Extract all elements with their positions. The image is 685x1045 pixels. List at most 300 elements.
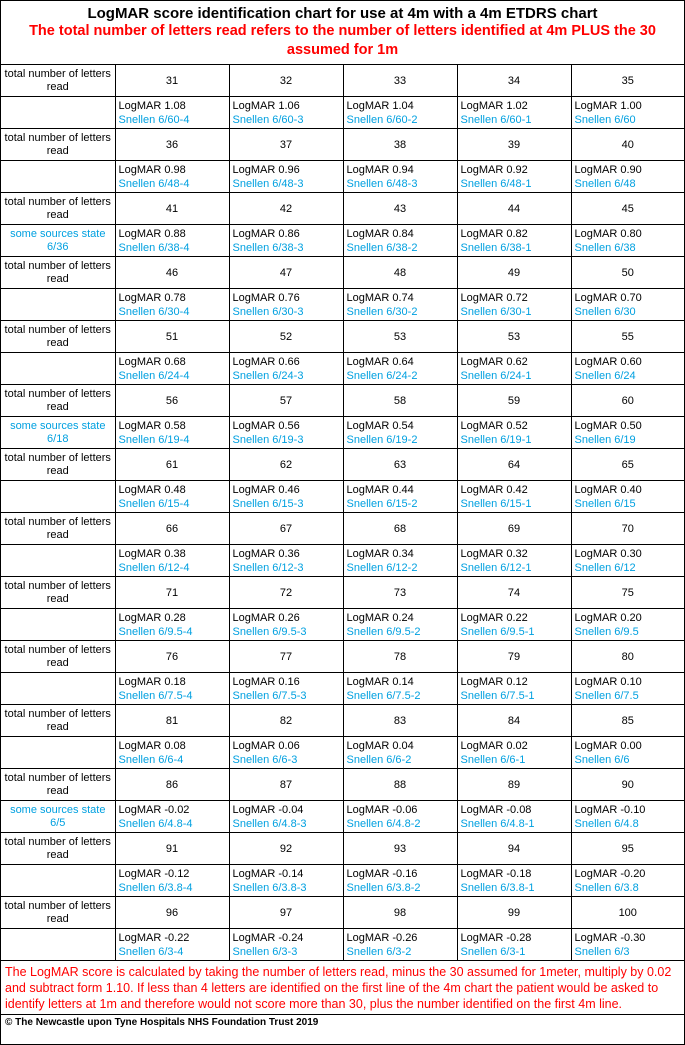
letters-count-cell: 74 <box>457 577 571 609</box>
letters-count-cell: 65 <box>571 449 684 481</box>
letters-count-cell: 42 <box>229 193 343 225</box>
score-cell <box>343 97 457 129</box>
score-row <box>1 673 684 705</box>
logmar-value: LogMAR 0.74 <box>346 291 414 304</box>
logmar-value: LogMAR 0.44 <box>346 483 414 496</box>
score-cell <box>343 481 457 513</box>
logmar-value: LogMAR 0.22 <box>460 611 528 624</box>
snellen-value: Snellen 6/3.8-3 <box>232 881 307 894</box>
snellen-value: Snellen 6/24-3 <box>232 369 304 382</box>
score-cell <box>229 353 343 385</box>
score-cell <box>115 481 229 513</box>
letters-count-cell: 82 <box>229 705 343 737</box>
snellen-value: Snellen 6/19-1 <box>460 433 532 446</box>
snellen-value: Snellen 6/48-3 <box>232 177 304 190</box>
score-cell <box>457 865 571 897</box>
letters-count-cell: 71 <box>115 577 229 609</box>
score-cell <box>457 801 571 833</box>
snellen-value: Snellen 6/24-4 <box>118 369 190 382</box>
score-cell <box>457 929 571 961</box>
letters-count-cell: 78 <box>343 641 457 673</box>
letters-row <box>1 257 684 289</box>
score-cell <box>571 225 684 257</box>
score-cell <box>229 289 343 321</box>
letters-row <box>1 193 684 225</box>
logmar-value: LogMAR 0.70 <box>574 291 642 304</box>
score-cell <box>457 289 571 321</box>
source-note <box>1 353 115 385</box>
logmar-value: LogMAR -0.24 <box>232 931 304 944</box>
logmar-value: LogMAR 1.02 <box>460 99 528 112</box>
page-title: LogMAR score identification chart for use at 4m with a 4m ETDRS chart <box>87 5 598 22</box>
page-subtitle: The total number of letters read refers to the number of letters identified at 4m PLUS the 30 assumed for 1m <box>29 23 656 58</box>
snellen-value: Snellen 6/38-1 <box>460 241 532 254</box>
snellen-value: Snellen 6/7.5 <box>574 689 639 702</box>
row-label: total number of letters read <box>1 769 115 801</box>
row-label: total number of letters read <box>1 833 115 865</box>
logmar-value: LogMAR 0.08 <box>118 739 186 752</box>
snellen-value: Snellen 6/3.8-1 <box>460 881 535 894</box>
score-row <box>1 801 684 833</box>
snellen-value: Snellen 6/12-3 <box>232 561 304 574</box>
score-cell <box>229 161 343 193</box>
score-cell <box>343 673 457 705</box>
logmar-value: LogMAR 0.58 <box>118 419 186 432</box>
logmar-value: LogMAR 0.10 <box>574 675 642 688</box>
letters-row <box>1 321 684 353</box>
letters-count-cell: 49 <box>457 257 571 289</box>
score-cell <box>343 417 457 449</box>
score-row <box>1 481 684 513</box>
score-cell <box>343 545 457 577</box>
logmar-value: LogMAR 0.66 <box>232 355 300 368</box>
score-cell <box>457 353 571 385</box>
letters-count-cell: 98 <box>343 897 457 929</box>
source-note: some sources state 6/5 <box>1 801 115 833</box>
score-row <box>1 353 684 385</box>
letters-count-cell: 52 <box>229 321 343 353</box>
snellen-value: Snellen 6/3-3 <box>232 945 298 958</box>
letters-count-cell: 62 <box>229 449 343 481</box>
letters-count-cell: 70 <box>571 513 684 545</box>
letters-count-cell: 36 <box>115 129 229 161</box>
logmar-value: LogMAR 0.50 <box>574 419 642 432</box>
letters-count-cell: 39 <box>457 129 571 161</box>
logmar-value: LogMAR 1.08 <box>118 99 186 112</box>
logmar-value: LogMAR 0.34 <box>346 547 414 560</box>
letters-row <box>1 769 684 801</box>
header <box>1 1 684 65</box>
letters-count-cell: 45 <box>571 193 684 225</box>
letters-count-cell: 100 <box>571 897 684 929</box>
snellen-value: Snellen 6/19-2 <box>346 433 418 446</box>
logmar-value: LogMAR 0.48 <box>118 483 186 496</box>
letters-count-cell: 96 <box>115 897 229 929</box>
score-cell <box>229 609 343 641</box>
source-note <box>1 161 115 193</box>
score-row <box>1 225 684 257</box>
score-cell <box>115 97 229 129</box>
letters-row <box>1 705 684 737</box>
snellen-value: Snellen 6/7.5-3 <box>232 689 307 702</box>
letters-count-cell: 69 <box>457 513 571 545</box>
snellen-value: Snellen 6/60-1 <box>460 113 532 126</box>
logmar-value: LogMAR -0.26 <box>346 931 418 944</box>
score-cell <box>571 609 684 641</box>
score-cell <box>571 481 684 513</box>
snellen-value: Snellen 6/30-4 <box>118 305 190 318</box>
score-cell <box>343 161 457 193</box>
letters-count-cell: 41 <box>115 193 229 225</box>
snellen-value: Snellen 6/9.5 <box>574 625 639 638</box>
score-row <box>1 417 684 449</box>
snellen-value: Snellen 6/4.8 <box>574 817 639 830</box>
letters-count-cell: 91 <box>115 833 229 865</box>
score-row <box>1 929 684 961</box>
logmar-value: LogMAR 0.26 <box>232 611 300 624</box>
snellen-value: Snellen 6/24-1 <box>460 369 532 382</box>
letters-count-cell: 34 <box>457 65 571 97</box>
letters-row <box>1 641 684 673</box>
logmar-value: LogMAR -0.28 <box>460 931 532 944</box>
score-cell <box>571 545 684 577</box>
score-row <box>1 161 684 193</box>
row-label: total number of letters read <box>1 577 115 609</box>
source-note <box>1 289 115 321</box>
letters-count-cell: 43 <box>343 193 457 225</box>
score-cell <box>457 161 571 193</box>
score-cell <box>115 673 229 705</box>
letters-count-cell: 75 <box>571 577 684 609</box>
letters-row <box>1 897 684 929</box>
logmar-value: LogMAR -0.18 <box>460 867 532 880</box>
logmar-value: LogMAR -0.12 <box>118 867 190 880</box>
snellen-value: Snellen 6/30 <box>574 305 636 318</box>
snellen-value: Snellen 6/4.8-2 <box>346 817 421 830</box>
row-label: total number of letters read <box>1 705 115 737</box>
score-cell <box>229 545 343 577</box>
letters-count-cell: 63 <box>343 449 457 481</box>
letters-count-cell: 87 <box>229 769 343 801</box>
letters-row <box>1 385 684 417</box>
logmar-value: LogMAR -0.10 <box>574 803 646 816</box>
letters-count-cell: 61 <box>115 449 229 481</box>
logmar-value: LogMAR -0.04 <box>232 803 304 816</box>
snellen-value: Snellen 6/6 <box>574 753 630 766</box>
snellen-value: Snellen 6/3-4 <box>118 945 184 958</box>
snellen-value: Snellen 6/60-2 <box>346 113 418 126</box>
logmar-value: LogMAR 0.72 <box>460 291 528 304</box>
snellen-value: Snellen 6/9.5-2 <box>346 625 421 638</box>
snellen-value: Snellen 6/12-1 <box>460 561 532 574</box>
letters-count-cell: 68 <box>343 513 457 545</box>
logmar-value: LogMAR 0.32 <box>460 547 528 560</box>
logmar-value: LogMAR 0.16 <box>232 675 300 688</box>
snellen-value: Snellen 6/48-1 <box>460 177 532 190</box>
score-cell <box>229 673 343 705</box>
logmar-value: LogMAR 0.56 <box>232 419 300 432</box>
letters-count-cell: 64 <box>457 449 571 481</box>
snellen-value: Snellen 6/19-3 <box>232 433 304 446</box>
score-cell <box>571 97 684 129</box>
snellen-value: Snellen 6/4.8-1 <box>460 817 535 830</box>
logmar-value: LogMAR 0.96 <box>232 163 300 176</box>
footer-note: The LogMAR score is calculated by taking the number of letters read, minus the 30 assumed for 1meter, multiply by 0.02 and subtract form 1.10. If less than 4 letters are identified on the first line of the 4m chart the patient would be asked to identify letters at 1m and therefore would not score more than 30, plus the number identified on the first 4m line. <box>1 961 684 1015</box>
row-label: total number of letters read <box>1 65 115 97</box>
letters-count-cell: 94 <box>457 833 571 865</box>
score-cell <box>457 673 571 705</box>
score-row <box>1 97 684 129</box>
logmar-value: LogMAR 0.24 <box>346 611 414 624</box>
row-label: total number of letters read <box>1 641 115 673</box>
row-label: total number of letters read <box>1 513 115 545</box>
logmar-value: LogMAR 0.06 <box>232 739 300 752</box>
score-cell <box>115 289 229 321</box>
letters-count-cell: 55 <box>571 321 684 353</box>
snellen-value: Snellen 6/15-4 <box>118 497 190 510</box>
logmar-value: LogMAR 0.36 <box>232 547 300 560</box>
row-label: total number of letters read <box>1 257 115 289</box>
source-note <box>1 97 115 129</box>
letters-count-cell: 44 <box>457 193 571 225</box>
letters-count-cell: 60 <box>571 385 684 417</box>
logmar-value: LogMAR -0.30 <box>574 931 646 944</box>
score-cell <box>457 97 571 129</box>
logmar-value: LogMAR -0.02 <box>118 803 190 816</box>
letters-count-cell: 97 <box>229 897 343 929</box>
letters-count-cell: 86 <box>115 769 229 801</box>
snellen-value: Snellen 6/48 <box>574 177 636 190</box>
logmar-value: LogMAR 1.04 <box>346 99 414 112</box>
row-label: total number of letters read <box>1 193 115 225</box>
letters-count-cell: 92 <box>229 833 343 865</box>
letters-count-cell: 53 <box>457 321 571 353</box>
logmar-value: LogMAR -0.06 <box>346 803 418 816</box>
score-cell <box>229 737 343 769</box>
score-cell <box>229 225 343 257</box>
score-row <box>1 545 684 577</box>
logmar-value: LogMAR -0.08 <box>460 803 532 816</box>
letters-count-cell: 58 <box>343 385 457 417</box>
logmar-value: LogMAR 0.20 <box>574 611 642 624</box>
score-cell <box>115 545 229 577</box>
logmar-value: LogMAR 0.54 <box>346 419 414 432</box>
letters-count-cell: 77 <box>229 641 343 673</box>
logmar-value: LogMAR 1.00 <box>574 99 642 112</box>
snellen-value: Snellen 6/15 <box>574 497 636 510</box>
logmar-table-body <box>1 65 684 961</box>
score-cell <box>229 97 343 129</box>
logmar-value: LogMAR 0.82 <box>460 227 528 240</box>
logmar-value: LogMAR -0.20 <box>574 867 646 880</box>
score-row <box>1 737 684 769</box>
logmar-value: LogMAR 0.76 <box>232 291 300 304</box>
logmar-value: LogMAR 0.04 <box>346 739 414 752</box>
snellen-value: Snellen 6/6-4 <box>118 753 184 766</box>
score-cell <box>571 737 684 769</box>
score-cell <box>343 289 457 321</box>
letters-count-cell: 83 <box>343 705 457 737</box>
snellen-value: Snellen 6/48-3 <box>346 177 418 190</box>
score-row <box>1 865 684 897</box>
score-cell <box>571 161 684 193</box>
logmar-table <box>1 65 684 961</box>
snellen-value: Snellen 6/9.5-4 <box>118 625 193 638</box>
row-label: total number of letters read <box>1 321 115 353</box>
logmar-value: LogMAR 0.14 <box>346 675 414 688</box>
letters-count-cell: 80 <box>571 641 684 673</box>
logmar-value: LogMAR 0.40 <box>574 483 642 496</box>
score-cell <box>571 865 684 897</box>
letters-count-cell: 99 <box>457 897 571 929</box>
snellen-value: Snellen 6/7.5-1 <box>460 689 535 702</box>
snellen-value: Snellen 6/38-3 <box>232 241 304 254</box>
logmar-value: LogMAR -0.14 <box>232 867 304 880</box>
letters-count-cell: 76 <box>115 641 229 673</box>
score-cell <box>457 481 571 513</box>
score-row <box>1 289 684 321</box>
snellen-value: Snellen 6/12-2 <box>346 561 418 574</box>
score-cell <box>115 737 229 769</box>
snellen-value: Snellen 6/30-3 <box>232 305 304 318</box>
letters-count-cell: 31 <box>115 65 229 97</box>
snellen-value: Snellen 6/6-3 <box>232 753 298 766</box>
letters-row <box>1 577 684 609</box>
letters-count-cell: 95 <box>571 833 684 865</box>
letters-count-cell: 85 <box>571 705 684 737</box>
snellen-value: Snellen 6/60-4 <box>118 113 190 126</box>
snellen-value: Snellen 6/4.8-4 <box>118 817 193 830</box>
score-cell <box>229 417 343 449</box>
score-cell <box>229 801 343 833</box>
snellen-value: Snellen 6/19-4 <box>118 433 190 446</box>
letters-count-cell: 59 <box>457 385 571 417</box>
snellen-value: Snellen 6/30-1 <box>460 305 532 318</box>
row-label: total number of letters read <box>1 129 115 161</box>
letters-count-cell: 81 <box>115 705 229 737</box>
letters-count-cell: 57 <box>229 385 343 417</box>
snellen-value: Snellen 6/38-2 <box>346 241 418 254</box>
score-cell <box>115 865 229 897</box>
logmar-value: LogMAR 0.52 <box>460 419 528 432</box>
logmar-value: LogMAR 0.12 <box>460 675 528 688</box>
logmar-value: LogMAR 0.42 <box>460 483 528 496</box>
logmar-value: LogMAR 0.80 <box>574 227 642 240</box>
letters-count-cell: 79 <box>457 641 571 673</box>
letters-row <box>1 449 684 481</box>
snellen-value: Snellen 6/15-3 <box>232 497 304 510</box>
logmar-value: LogMAR 0.68 <box>118 355 186 368</box>
score-cell <box>343 353 457 385</box>
snellen-value: Snellen 6/30-2 <box>346 305 418 318</box>
letters-count-cell: 33 <box>343 65 457 97</box>
letters-count-cell: 51 <box>115 321 229 353</box>
score-cell <box>571 673 684 705</box>
logmar-value: LogMAR 0.38 <box>118 547 186 560</box>
snellen-value: Snellen 6/4.8-3 <box>232 817 307 830</box>
snellen-value: Snellen 6/24-2 <box>346 369 418 382</box>
snellen-value: Snellen 6/3 <box>574 945 630 958</box>
logmar-value: LogMAR 0.46 <box>232 483 300 496</box>
letters-row <box>1 129 684 161</box>
snellen-value: Snellen 6/48-4 <box>118 177 190 190</box>
source-note: some sources state 6/18 <box>1 417 115 449</box>
score-cell <box>571 289 684 321</box>
score-cell <box>115 161 229 193</box>
snellen-value: Snellen 6/3.8 <box>574 881 639 894</box>
letters-count-cell: 84 <box>457 705 571 737</box>
snellen-value: Snellen 6/3-2 <box>346 945 412 958</box>
snellen-value: Snellen 6/24 <box>574 369 636 382</box>
logmar-value: LogMAR 0.60 <box>574 355 642 368</box>
logmar-value: LogMAR 0.92 <box>460 163 528 176</box>
source-note <box>1 545 115 577</box>
score-cell <box>115 225 229 257</box>
source-note: some sources state 6/36 <box>1 225 115 257</box>
logmar-value: LogMAR 0.18 <box>118 675 186 688</box>
letters-count-cell: 40 <box>571 129 684 161</box>
letters-count-cell: 35 <box>571 65 684 97</box>
letters-count-cell: 38 <box>343 129 457 161</box>
score-cell <box>115 929 229 961</box>
snellen-value: Snellen 6/7.5-4 <box>118 689 193 702</box>
score-cell <box>457 417 571 449</box>
score-cell <box>457 225 571 257</box>
letters-count-cell: 67 <box>229 513 343 545</box>
letters-count-cell: 48 <box>343 257 457 289</box>
score-cell <box>571 801 684 833</box>
source-note <box>1 609 115 641</box>
snellen-value: Snellen 6/9.5-3 <box>232 625 307 638</box>
logmar-value: LogMAR 0.94 <box>346 163 414 176</box>
score-cell <box>115 609 229 641</box>
snellen-value: Snellen 6/6-2 <box>346 753 412 766</box>
letters-count-cell: 32 <box>229 65 343 97</box>
snellen-value: Snellen 6/7.5-2 <box>346 689 421 702</box>
snellen-value: Snellen 6/6-1 <box>460 753 526 766</box>
score-cell <box>343 609 457 641</box>
logmar-value: LogMAR 1.06 <box>232 99 300 112</box>
score-cell <box>343 801 457 833</box>
logmar-value: LogMAR 0.00 <box>574 739 642 752</box>
score-cell <box>343 737 457 769</box>
score-cell <box>457 545 571 577</box>
logmar-value: LogMAR 0.84 <box>346 227 414 240</box>
letters-count-cell: 53 <box>343 321 457 353</box>
letters-count-cell: 72 <box>229 577 343 609</box>
source-note <box>1 865 115 897</box>
score-cell <box>115 353 229 385</box>
snellen-value: Snellen 6/9.5-1 <box>460 625 535 638</box>
letters-count-cell: 73 <box>343 577 457 609</box>
snellen-value: Snellen 6/38 <box>574 241 636 254</box>
copyright: © The Newcastle upon Tyne Hospitals NHS Foundation Trust 2019 <box>5 1017 319 1028</box>
snellen-value: Snellen 6/12 <box>574 561 636 574</box>
snellen-value: Snellen 6/15-2 <box>346 497 418 510</box>
letters-count-cell: 88 <box>343 769 457 801</box>
snellen-value: Snellen 6/3.8-4 <box>118 881 193 894</box>
score-cell <box>343 865 457 897</box>
logmar-value: LogMAR 0.62 <box>460 355 528 368</box>
score-cell <box>229 481 343 513</box>
snellen-value: Snellen 6/19 <box>574 433 636 446</box>
letters-count-cell: 37 <box>229 129 343 161</box>
logmar-value: LogMAR 0.88 <box>118 227 186 240</box>
logmar-value: LogMAR 0.86 <box>232 227 300 240</box>
logmar-value: LogMAR 0.28 <box>118 611 186 624</box>
score-cell <box>115 801 229 833</box>
letters-count-cell: 89 <box>457 769 571 801</box>
